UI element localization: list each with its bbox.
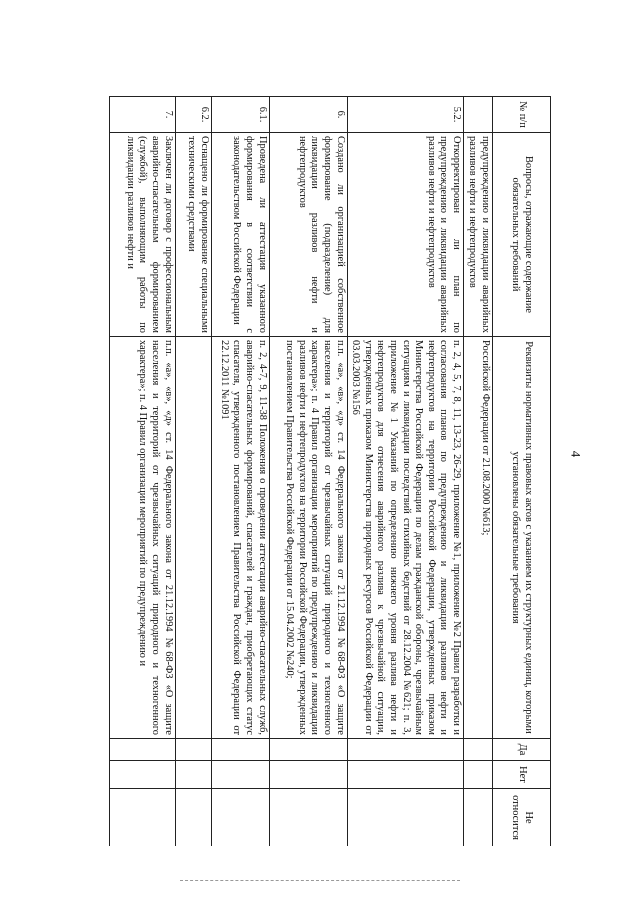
row-yes-cell	[269, 739, 347, 761]
row-yes-cell	[464, 739, 493, 761]
table-row	[175, 97, 211, 847]
rotated-table-area	[97, 96, 551, 846]
header-no: Нет	[493, 761, 551, 789]
row-requisites: Российской Федерации от 21.08.2000 №613;	[464, 337, 493, 739]
row-no-cell	[175, 761, 211, 789]
row-yes-cell	[347, 739, 463, 761]
row-question: Проведена ли аттестация указанного формирования в соответствии с законодательством Российской Федерации	[211, 133, 269, 337]
row-num: 6.1.	[211, 97, 269, 133]
row-num: 6.2.	[175, 97, 211, 133]
row-question: Создано ли организацией собственное формирование (подразделение) для ликвидации разливов нефти и нефтепродуктов	[269, 133, 347, 337]
row-no-cell	[269, 761, 347, 789]
row-requisites: п.п. «а», «в», «д» ст. 14 Федерального закона от 21.12.1994 №68-ФЗ «О защите населения и территорий от чрезвычайных ситуаций природного и техногенного характера»; п. 4 Правил организации мероприятий по предупреждению и ликвидации разливов нефти и нефтепродуктов на территории Российской Федерации, утвержденных постановлением Правительства Российской Федерации от 15.04.2002 №240;	[269, 337, 347, 739]
header-yes: Да	[493, 739, 551, 761]
row-no-cell	[109, 761, 175, 789]
row-yes-cell	[109, 739, 175, 761]
row-num: 5.2.	[347, 97, 463, 133]
table-row	[211, 97, 269, 847]
row-num: 6.	[269, 97, 347, 133]
scan-edge-mark	[180, 880, 460, 883]
row-question: Оснащено ли формирование специальными техническими средствами	[175, 133, 211, 337]
table-row	[109, 97, 175, 847]
page-number: 4	[568, 450, 584, 458]
table-row	[269, 97, 347, 847]
row-na-cell	[464, 789, 493, 847]
row-na-cell	[109, 789, 175, 847]
requirements-table	[109, 96, 551, 846]
row-num	[464, 97, 493, 133]
header-num: № п/п	[493, 97, 551, 133]
row-requisites	[175, 337, 211, 739]
row-question: Заключен ли договор с профессиональным аварийно-спасательным формированием (службой), выполняющим работы по ликвидации разливов нефти и	[109, 133, 175, 337]
rotated-page-content	[97, 96, 551, 846]
row-no-cell	[347, 761, 463, 789]
header-question: Вопросы, отражающие содержание обязательных требований	[493, 133, 551, 337]
header-requisites: Реквизиты нормативных правовых актов с указанием их структурных единиц, которыми установлены обязательные требования	[493, 337, 551, 739]
row-yes-cell	[175, 739, 211, 761]
table-row	[464, 97, 493, 847]
row-question: Откорректирован ли план по предупреждению и ликвидации аварийных разливов нефти и нефтепродуктов	[347, 133, 463, 337]
row-num: 7.	[109, 97, 175, 133]
row-na-cell	[175, 789, 211, 847]
row-requisites: п. 2, 4-7, 9, 11-38 Положения о проведении аттестации аварийно-спасательных служб, аварийно-спасательных формирований, спасателей и граждан, приобретающих статус спасателя, утвержденного постановлением Правительства Российской Федерации от 22.12.2011 №1091	[211, 337, 269, 739]
row-na-cell	[211, 789, 269, 847]
header-row	[493, 97, 551, 847]
table-row	[347, 97, 463, 847]
row-requisites: п.п. «а», «в», «д» ст. 14 Федерального закона от 21.12.1994 №68-ФЗ «О защите населения и территорий от чрезвычайных ситуаций природного и техногенного характера»; п. 4 Правил организации мероприятий по предупреждению и	[109, 337, 175, 739]
header-na: Не относится	[493, 789, 551, 847]
row-no-cell	[464, 761, 493, 789]
row-na-cell	[269, 789, 347, 847]
row-requisites: п. 2, 4, 5, 7, 8, 11, 13-23, 26-29, приложение №1, приложение №2 Правил разработки и согласования планов по предупреждению и ликвидации разливов нефти и нефтепродуктов на территории Российской Федерации, утвержденных приказом Министерства Российской Федерации по делам гражданской обороны, чрезвычайным ситуациям и ликвидации последствий стихийных бедствий от 28.12.2004 №621; п. 3, приложение №1 Указаний по определению нижнего уровня разлива нефти и нефтепродуктов для отнесения аварийного разлива к чрезвычайной ситуации, утвержденных приказом Министерства природных ресурсов Российской Федерации от 03.03.2003 №156	[347, 337, 463, 739]
row-question: предупреждению и ликвидации аварийных разливов нефти и нефтепродуктов	[464, 133, 493, 337]
row-na-cell	[347, 789, 463, 847]
row-no-cell	[211, 761, 269, 789]
row-yes-cell	[211, 739, 269, 761]
